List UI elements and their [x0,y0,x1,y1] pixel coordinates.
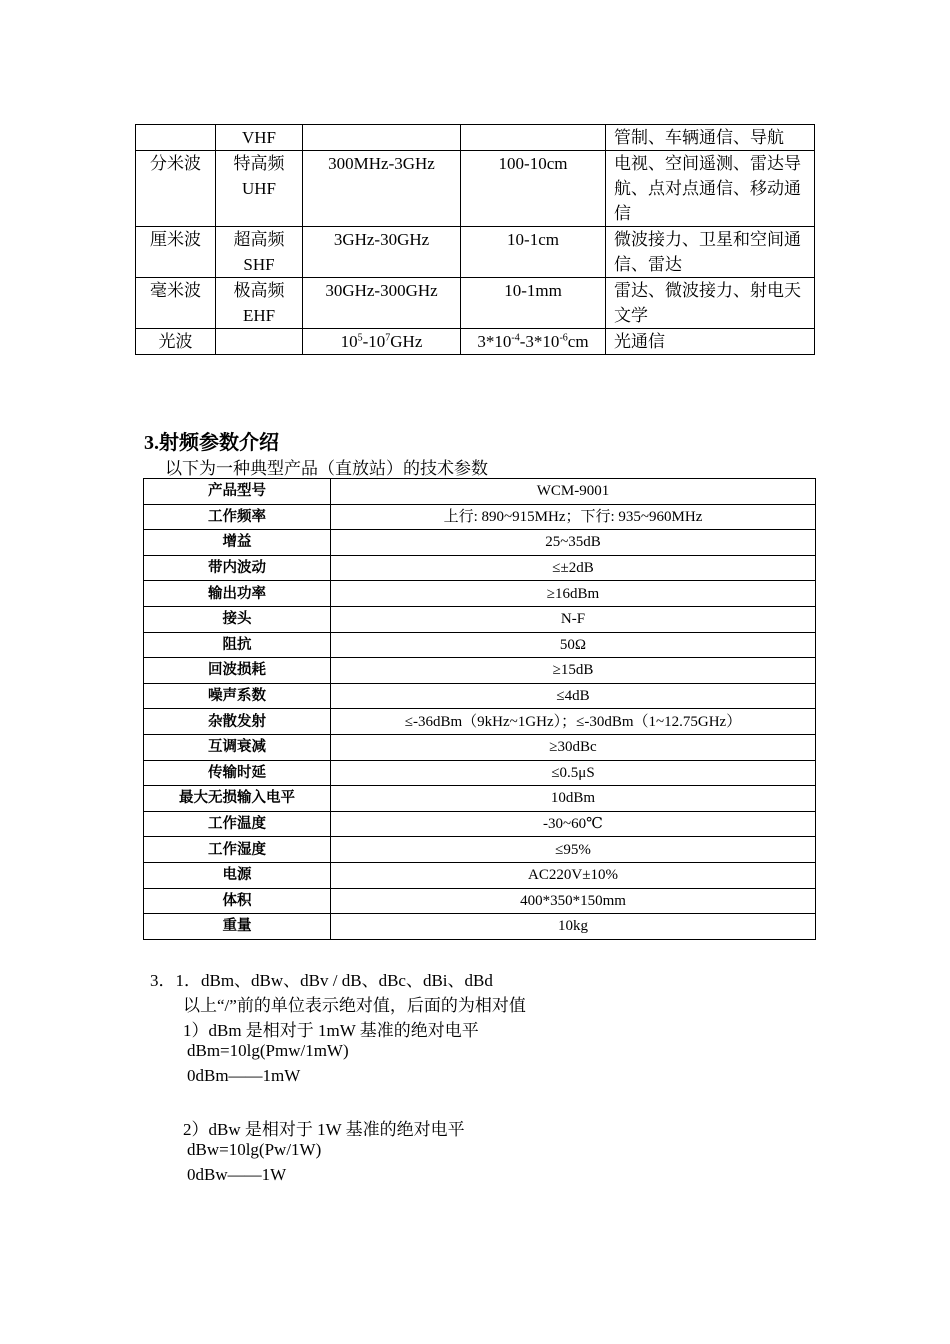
spec-value: -30~60℃ [331,811,816,837]
spec-value: ≥30dBc [331,734,816,760]
spec-table [143,478,816,940]
section-intro: 以下为一种典型产品（直放站）的技术参数 [165,459,488,478]
note-line: dBw=10lg(Pw/1W) [187,1140,322,1159]
band-cell-freq: 300MHz-3GHz [303,151,461,227]
band-cell-freq [303,329,461,355]
band-cell-name: 厘米波 [136,227,216,278]
band-cell-freq [303,125,461,151]
band-cell-freq: 3GHz-30GHz [303,227,461,278]
band-row [136,151,815,227]
text-fragment: 7 [385,332,391,344]
text-fragment: 10 [340,332,358,351]
spec-key: 杂散发射 [144,709,331,735]
spec-value: N-F [331,606,816,632]
spec-value: ≤0.5μS [331,760,816,786]
spec-key: 产品型号 [144,479,331,505]
text-fragment: -6 [559,332,568,344]
spec-key: 回波损耗 [144,658,331,684]
text-fragment: 3*10 [477,332,512,351]
text-fragment: -4 [511,332,520,344]
spec-key: 噪声系数 [144,683,331,709]
spec-row [144,837,816,863]
spec-value: 25~35dB [331,530,816,556]
spec-key: 带内波动 [144,555,331,581]
spec-value: ≤4dB [331,683,816,709]
spec-key: 传输时延 [144,760,331,786]
spec-key: 接头 [144,606,331,632]
band-cell-wavelength [461,329,606,355]
band-cell-use: 雷达、微波接力、射电天文学 [606,278,815,329]
spec-key: 电源 [144,862,331,888]
band-cell-use: 电视、空间遥测、雷达导航、点对点通信、移动通信 [606,151,815,227]
spec-row [144,479,816,505]
band-cell-use: 管制、车辆通信、导航 [606,125,815,151]
spec-row [144,530,816,556]
spec-value: 上行: 890~915MHz；下行: 935~960MHz [331,504,816,530]
note-line: 2）dBw 是相对于 1W 基准的绝对电平 [183,1120,465,1139]
spec-row [144,658,816,684]
text-fragment: 5 [357,332,363,344]
spec-row [144,862,816,888]
spec-key: 增益 [144,530,331,556]
spec-value: 10kg [331,914,816,940]
spec-row [144,504,816,530]
band-cell-name: 分米波 [136,151,216,227]
spec-key: 互调衰减 [144,734,331,760]
note-line: 以上“/”前的单位表示绝对值，后面的为相对值 [183,996,526,1015]
band-cell-wavelength [461,125,606,151]
spec-key: 工作温度 [144,811,331,837]
spec-value: ≤95% [331,837,816,863]
band-cell-name: 毫米波 [136,278,216,329]
spec-key: 输出功率 [144,581,331,607]
spec-row [144,606,816,632]
band-table [135,124,815,355]
band-row [136,125,815,151]
note-line: 0dBw——1W [187,1165,287,1184]
spec-value: ≤±2dB [331,555,816,581]
band-cell-freq: 30GHz-300GHz [303,278,461,329]
note-line: dBm=10lg(Pmw/1mW) [187,1041,349,1060]
spec-value: 10dBm [331,786,816,812]
band-cell-band: VHF [216,125,303,151]
note-line: 1）dBm 是相对于 1mW 基准的绝对电平 [183,1021,479,1040]
text-fragment: -10 [362,332,386,351]
spec-key: 体积 [144,888,331,914]
band-cell-band: 特高频 UHF [216,151,303,227]
band-row [136,278,815,329]
spec-row [144,760,816,786]
band-cell-wavelength: 10-1mm [461,278,606,329]
text-fragment: GHz [390,332,423,351]
band-row [136,227,815,278]
spec-value: 400*350*150mm [331,888,816,914]
band-cell-use: 微波接力、卫星和空间通信、雷达 [606,227,815,278]
band-cell-name: 光波 [136,329,216,355]
note-line: 0dBm——1mW [187,1066,301,1085]
spec-key: 阻抗 [144,632,331,658]
band-row-light [136,329,815,355]
spec-key: 工作频率 [144,504,331,530]
spec-row [144,683,816,709]
spec-row [144,914,816,940]
spec-value: WCM-9001 [331,479,816,505]
spec-key: 最大无损输入电平 [144,786,331,812]
spec-row [144,709,816,735]
spec-key: 工作湿度 [144,837,331,863]
section-title: 3.射频参数介绍 [144,432,279,454]
spec-row [144,888,816,914]
text-fragment: -3*10 [519,332,560,351]
spec-value: ≥15dB [331,658,816,684]
spec-value: ≥16dBm [331,581,816,607]
spec-row [144,581,816,607]
spec-row [144,734,816,760]
note-heading: 3．1．dBm、dBw、dBv / dB、dBc、dBi、dBd [150,971,493,990]
band-cell-wavelength: 100-10cm [461,151,606,227]
band-cell-band: 极高频 EHF [216,278,303,329]
text-fragment: cm [567,332,589,351]
spec-row [144,632,816,658]
spec-value: 50Ω [331,632,816,658]
spec-row [144,555,816,581]
spec-value: ≤-36dBm（9kHz~1GHz）；≤-30dBm（1~12.75GHz） [331,709,816,735]
band-cell-band: 超高频 SHF [216,227,303,278]
spec-value: AC220V±10% [331,862,816,888]
spec-row [144,786,816,812]
band-cell-wavelength: 10-1cm [461,227,606,278]
band-cell-name [136,125,216,151]
band-cell-band [216,329,303,355]
band-cell-use: 光通信 [606,329,815,355]
spec-row [144,811,816,837]
spec-key: 重量 [144,914,331,940]
